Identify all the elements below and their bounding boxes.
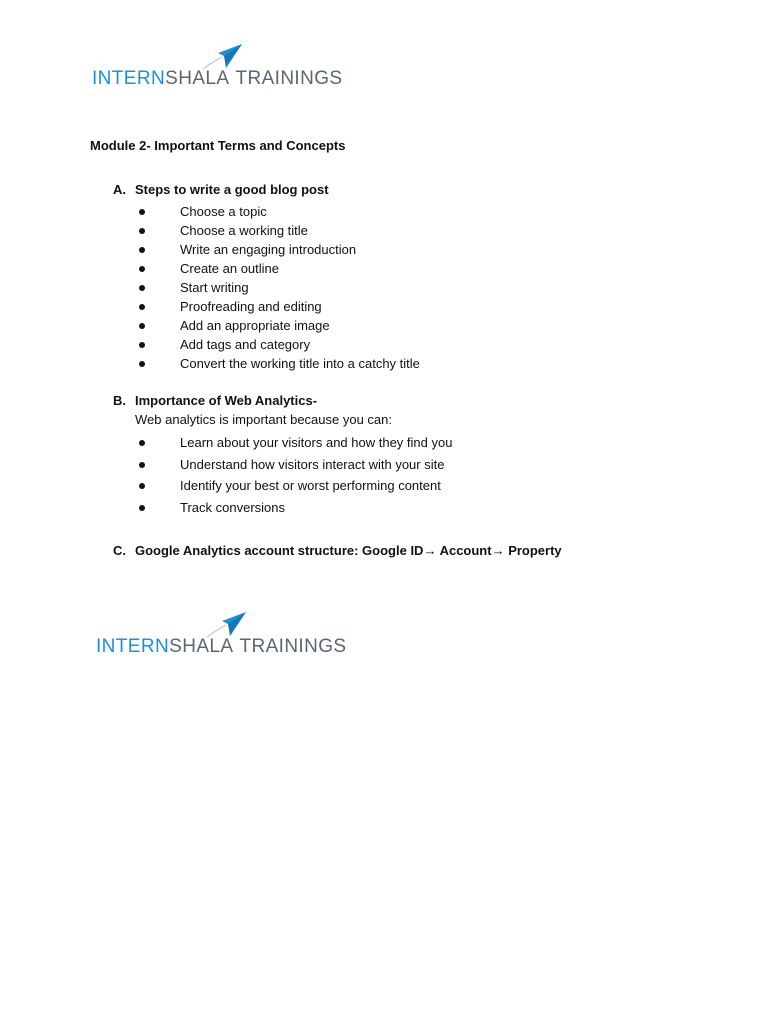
list-item xyxy=(135,432,452,454)
logo-brand-blue: INTERN xyxy=(92,68,166,89)
list-item xyxy=(135,354,420,373)
paper-plane-icon xyxy=(202,44,242,70)
section-letter: A. xyxy=(113,182,126,197)
logo-brand-blue: INTERN xyxy=(96,636,170,657)
document-title: Module 2- Important Terms and Concepts xyxy=(90,138,346,153)
list-item-text: Choose a working title xyxy=(180,223,308,238)
list-item-text: Create an outline xyxy=(180,261,280,276)
logo-suffix: TRAININGS xyxy=(239,636,347,657)
bullet-icon xyxy=(139,440,145,446)
list-item xyxy=(135,475,452,497)
logo-wordmark xyxy=(92,68,343,90)
section-heading-text: Google Analytics account structure: Google ID→ Account→ Property xyxy=(135,543,562,558)
bullet-icon xyxy=(139,361,145,367)
bullet-icon xyxy=(139,462,145,468)
bullet-icon xyxy=(139,505,145,511)
logo-brand-gray: SHALA xyxy=(165,68,230,89)
list-item-text: Write an engaging introduction xyxy=(180,242,357,257)
list-item-text: Add tags and category xyxy=(180,337,311,352)
list-item xyxy=(135,454,452,476)
list-item xyxy=(135,278,420,297)
list-item xyxy=(135,202,420,221)
section-heading-text: Importance of Web Analytics- xyxy=(135,393,318,408)
list-item-text: Identify your best or worst performing content xyxy=(180,478,441,494)
bullet-icon xyxy=(139,323,145,329)
list-item-text: Proofreading and editing xyxy=(180,299,322,314)
list-item xyxy=(135,240,420,259)
section-b-list xyxy=(135,432,452,519)
bullet-icon xyxy=(139,228,145,234)
section-letter: C. xyxy=(113,543,126,558)
list-item-text: Choose a topic xyxy=(180,204,267,219)
section-a-list xyxy=(135,202,420,373)
bullet-icon xyxy=(139,285,145,291)
list-item xyxy=(135,259,420,278)
bullet-icon xyxy=(139,483,145,489)
logo-suffix: TRAININGS xyxy=(235,68,343,89)
bullet-icon xyxy=(139,266,145,272)
list-item-text: Start writing xyxy=(180,280,249,295)
paper-plane-icon xyxy=(206,612,246,638)
bullet-icon xyxy=(139,304,145,310)
list-item-text: Learn about your visitors and how they find you xyxy=(180,435,453,450)
section-b-intro: Web analytics is important because you can: xyxy=(135,412,393,427)
list-item xyxy=(135,297,420,316)
list-item-text: Understand how visitors interact with your site xyxy=(180,456,445,472)
header-logo xyxy=(90,44,350,94)
bullet-icon xyxy=(139,342,145,348)
list-item-text: Convert the working title into a catchy title xyxy=(180,356,420,371)
logo-wordmark xyxy=(96,636,347,658)
list-item-text: Track conversions xyxy=(180,500,285,516)
list-item xyxy=(135,497,452,519)
list-item xyxy=(135,221,420,240)
list-item xyxy=(135,316,420,335)
list-item-text: Add an appropriate image xyxy=(180,318,330,333)
section-letter: B. xyxy=(113,393,126,408)
footer-logo xyxy=(94,612,354,662)
bullet-icon xyxy=(139,209,145,215)
logo-brand-gray: SHALA xyxy=(169,636,234,657)
bullet-icon xyxy=(139,247,145,253)
section-heading-text: Steps to write a good blog post xyxy=(135,182,329,197)
list-item xyxy=(135,335,420,354)
